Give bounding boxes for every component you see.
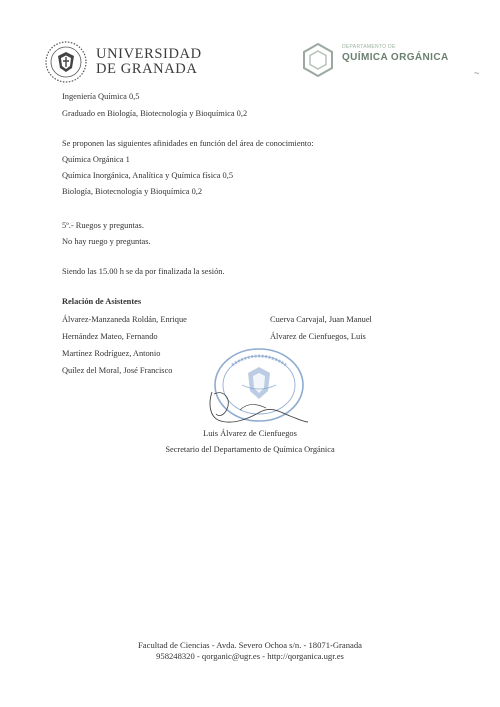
- university-name-line-1: UNIVERSIDAD: [96, 46, 202, 62]
- body-line-4: Química Orgánica 1: [62, 155, 130, 164]
- closing-statement: Siendo las 15.00 h se da por finalizada la sesión.: [62, 267, 225, 276]
- university-name-line-2: DE GRANADA: [96, 61, 198, 77]
- body-line-3: Se proponen las siguientes afinidades en función del área de conocimiento:: [62, 139, 314, 148]
- attendee-right-1: Cuerva Carvajal, Juan Manuel: [270, 315, 372, 324]
- handwritten-signature: [140, 382, 310, 432]
- attendee-left-3: Martínez Rodríguez, Antonio: [62, 349, 161, 358]
- attendee-left-2: Hernández Mateo, Fernando: [62, 332, 158, 341]
- hexagon-logo-icon: [300, 42, 336, 78]
- section-5-title: 5º.- Ruegos y preguntas.: [62, 221, 144, 230]
- attendee-left-1: Álvarez-Manzaneda Roldán, Enrique: [62, 315, 187, 324]
- university-name: [96, 47, 202, 77]
- department-label-big: QUÍMICA ORGÁNICA: [342, 52, 449, 63]
- scan-mark: ~: [474, 68, 480, 78]
- body-line-2: Graduado en Biología, Biotecnología y Bioquímica 0,2: [62, 109, 248, 118]
- attendees-heading: Relación de Asistentes: [62, 297, 142, 306]
- attendee-left-4: Quílez del Moral, José Francisco: [62, 366, 173, 375]
- footer-address: Facultad de Ciencias - Avda. Severo Ochoa s/n. - 18071-Granada: [138, 640, 362, 650]
- footer-contact: 958248320 - qorganic@ugr.es - http://qorganica.ugr.es: [156, 651, 344, 661]
- signatory-name: Luis Álvarez de Cienfuegos: [203, 429, 297, 438]
- university-crest-icon: [44, 40, 88, 84]
- section-5-text: No hay ruego y preguntas.: [62, 237, 151, 246]
- body-line-6: Biología, Biotecnología y Bioquímica 0,2: [62, 187, 203, 196]
- signatory-title: Secretario del Departamento de Química Orgánica: [165, 445, 335, 454]
- department-label-small: DEPARTAMENTO DE: [342, 44, 396, 50]
- attendee-right-2: Álvarez de Cienfuegos, Luis: [270, 332, 366, 341]
- body-line-5: Química Inorgánica, Analítica y Química física 0,5: [62, 171, 234, 180]
- body-line-1: Ingeniería Química 0,5: [62, 92, 140, 101]
